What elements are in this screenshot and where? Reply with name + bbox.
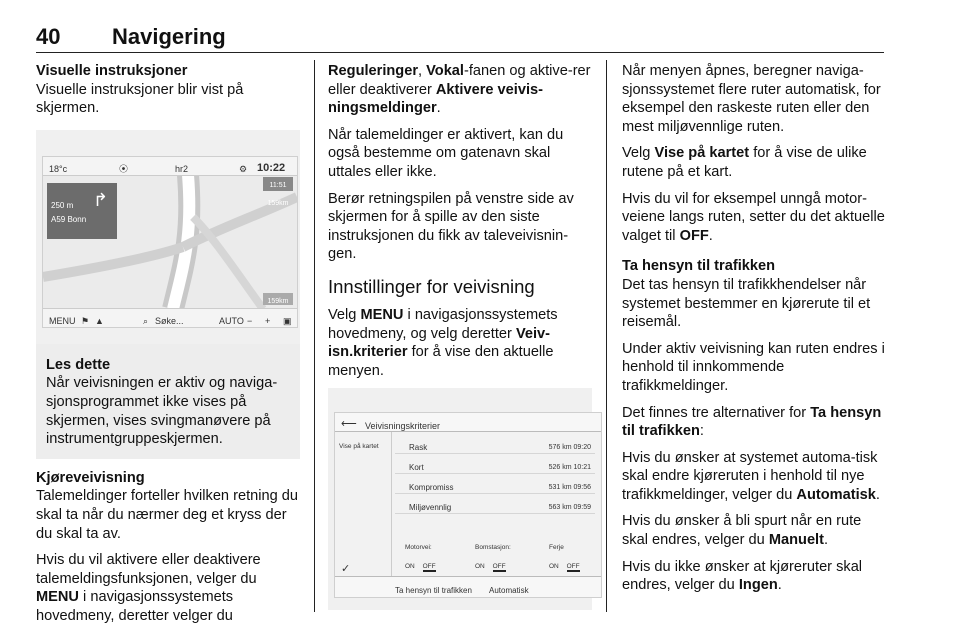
traffic-setting-value: Automatisk	[489, 586, 529, 596]
paragraph-manual: Hvis du ønsker å bli spurt når en rute skal endres, velger du Manuelt.	[622, 513, 862, 549]
page-number: 40	[36, 24, 61, 49]
subsection-title: Kjøreveivisning	[36, 469, 145, 486]
route-option-row[interactable]: Rask 576 km 09:20	[395, 435, 595, 454]
subsection-text: Talemeldinger forteller hvilken retning du skal ta når du nærmer deg et kryss der du skal ta av.	[36, 488, 299, 542]
criteria-title-bar	[335, 413, 601, 432]
note-title: Les dette	[46, 356, 111, 373]
column-divider-2	[606, 60, 607, 612]
chapter-title: Navigering	[112, 24, 226, 49]
paragraph-show-map: Velg Vise på kartet for å vise de ulike rutene på et kart.	[622, 145, 867, 180]
header-rule	[36, 52, 884, 53]
section-title: Visuelle instruksjoner	[36, 63, 188, 79]
menu-button[interactable]: MENU	[49, 315, 76, 326]
column-2	[328, 62, 592, 610]
criteria-title: Veivisningskriterier	[365, 421, 441, 432]
route-option-row[interactable]: Kort 526 km 10:21	[395, 455, 595, 474]
note-box	[36, 344, 300, 459]
eta-box-bottom	[263, 293, 293, 305]
motorway-toggle[interactable]: Motorvei: ON OFF	[405, 544, 436, 570]
paragraph-replay: Berør retningspilen på venstre side av skjermen for å spille av den siste instruksjonen du fikk av taleveivisnin-gen.	[328, 190, 574, 263]
nav-bottom-bar	[43, 308, 297, 327]
paragraph-active-guidance: Under aktiv veivisning kan ruten endres i henhold til innkommende trafikkmeldinger.	[622, 340, 885, 394]
page-header	[36, 22, 884, 52]
eta-distance-top: 159km	[267, 200, 289, 208]
paragraph-automatic: Hvis du ønsker at systemet automa-tisk skal endre kjøreruten i henhold til nye trafikkmeldinger, velger du Automatisk.	[622, 449, 880, 503]
paragraph-activate: Hvis du vil aktivere eller deaktivere talemeldingsfunksjonen, velger du MENU i navigasjonssystemets hovedmeny, deretter velger du	[36, 552, 261, 624]
toll-toggle[interactable]: Bomstasjon: ON OFF	[475, 544, 511, 570]
traffic-setting-label: Ta hensyn til trafikken	[395, 586, 472, 596]
note-text: Når veivisningen er aktiv og naviga-sjonsprogrammet ikke vises på skjermen, vises svingmanøvere på instrumentgruppeskjermen.	[46, 375, 278, 448]
paragraph-menu: Velg MENU i navigasjonssystemets hovedmeny, og velg deretter Veiv-isn.kriterier for å vise den aktuelle menyen.	[328, 306, 558, 379]
eta-box-top	[263, 177, 293, 208]
route-option-row[interactable]: Miljøvennlig 563 km 09:59	[395, 495, 595, 514]
navigation-arrow-icon[interactable]: ▲	[95, 315, 104, 326]
turn-arrow-icon: ↱	[93, 189, 109, 210]
nav-screenshot-figure	[36, 130, 300, 344]
settings-gear-icon[interactable]: ⚙	[239, 163, 248, 174]
subsection-text-traffic: Det tas hensyn til trafikkhendelser når systemet bestemmer en kjørerute til et reisemål.	[622, 276, 871, 331]
temperature-readout: 18°c	[49, 163, 68, 174]
zoom-out-icon[interactable]: −	[247, 315, 253, 326]
show-on-map-button[interactable]: Vise på kartet	[339, 443, 379, 451]
paragraph-routes: Når menyen åpnes, beregner naviga-sjonssystemet flere ruter automatisk, for eksempel den raskeste ruten eller den mest miljøvennlige ruten.	[622, 63, 881, 135]
search-button[interactable]: Søke...	[155, 315, 184, 326]
location-pin-icon: ⦿	[119, 163, 129, 174]
paragraph-street-names: Når talemeldinger er aktivert, kan du også bestemme om gatenavn skal uttales eller ikke.	[328, 126, 564, 180]
auto-zoom-button[interactable]: AUTO	[219, 315, 244, 326]
section-heading: Innstillinger for veivisning	[328, 275, 535, 297]
flag-icon[interactable]: ⚑	[81, 315, 90, 326]
column-divider-1	[314, 60, 315, 612]
turn-instruction-box[interactable]	[47, 183, 117, 239]
paragraph-motorway: Hvis du vil for eksempel unngå motor-veiene langs ruten, setter du det aktuelle valget til OFF.	[622, 190, 885, 244]
eta-distance-bottom: 159km	[267, 297, 289, 305]
section-text: Visuelle instruksjoner blir vist på skjermen.	[36, 81, 244, 117]
subsection-title-traffic: Ta hensyn til trafikken	[622, 258, 776, 275]
criteria-screenshot-figure	[328, 388, 592, 610]
search-icon: ⌕	[143, 315, 149, 326]
ferry-toggle[interactable]: Ferje ON OFF	[549, 544, 580, 570]
traffic-setting-bar[interactable]	[335, 576, 601, 597]
nav-top-bar	[43, 157, 297, 176]
nav-screen	[42, 156, 298, 328]
clock: 10:22	[257, 161, 286, 174]
paragraph-regulations: Reguleringer, Vokal-fanen og aktive-rer eller deaktiverer Aktivere veivis-ningsmeldinger.	[328, 63, 591, 117]
turn-road: A59 Bonn	[51, 214, 87, 224]
top-center-label: hr2	[175, 163, 189, 174]
paragraph-three-options: Det finnes tre alternativer for Ta hensyn til trafikken:	[622, 404, 882, 440]
paragraph-none: Hvis du ikke ønsker at kjøreruter skal endres, velger du Ingen.	[622, 558, 863, 594]
options-icon[interactable]: ▣	[283, 315, 292, 326]
route-option-row[interactable]: Kompromiss 531 km 09:56	[395, 475, 595, 494]
criteria-left-panel	[335, 432, 392, 576]
criteria-screen	[334, 412, 602, 598]
eta-time: 11:51	[269, 181, 287, 189]
column-1	[36, 62, 300, 634]
column-3	[622, 62, 886, 603]
back-arrow-icon[interactable]: ⟵	[341, 418, 357, 431]
confirm-check-icon[interactable]: ✓	[341, 563, 351, 576]
turn-distance: 250 m	[51, 200, 74, 210]
zoom-in-icon[interactable]: +	[265, 315, 271, 326]
